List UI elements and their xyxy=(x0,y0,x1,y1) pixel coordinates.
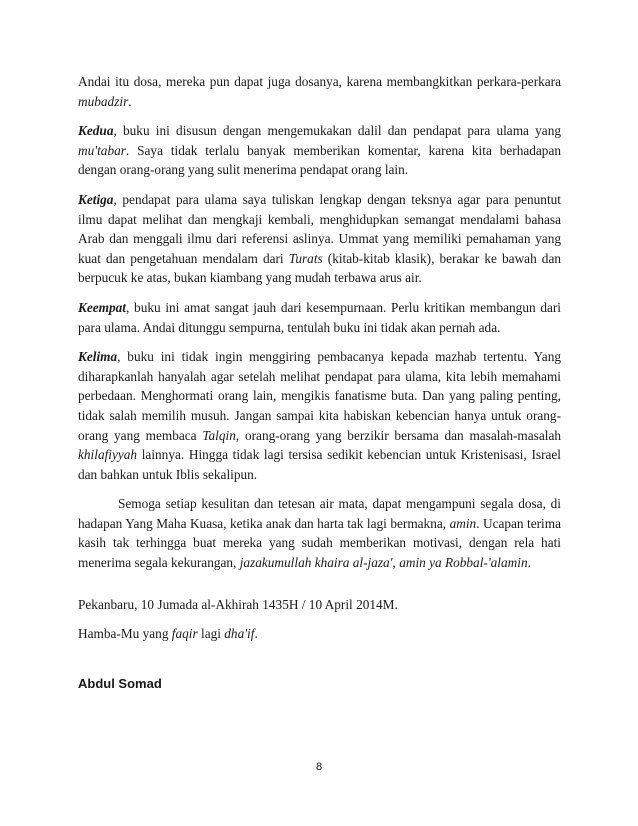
text-run: . xyxy=(527,555,531,571)
bold-italic-heading: Kelima xyxy=(78,349,118,365)
text-run: , buku ini disusun dengan mengemukakan dalil dan pendapat para ulama yang xyxy=(113,123,561,139)
text-run: , orang-orang yang berzikir bersama dan masalah-masalah xyxy=(235,427,561,443)
text-run: lagi xyxy=(197,626,225,642)
italic-term: mu'tabar xyxy=(78,142,126,158)
text-run: . xyxy=(254,626,258,642)
text-run: Hamba-Mu yang xyxy=(78,626,172,642)
paragraph-kelima xyxy=(78,347,561,484)
paragraph-intro-end xyxy=(78,72,561,111)
bold-italic-heading: Kedua xyxy=(78,123,114,139)
italic-term: mubadzir xyxy=(78,93,129,109)
text-run: , pendapat para ulama saya tuliskan lengkap dengan teksnya agar para penuntut ilmu dapat melihat dan mengkaji kembali, menghidupkan semangat mendalami bahasa Arab dan menggali ilmu dari referensi aslinya. Ummat yang memiliki pemahaman yang kuat dan pengetahuan mendalam dari xyxy=(78,191,561,266)
italic-term: Turats xyxy=(288,250,323,266)
italic-term: faqir xyxy=(171,626,198,642)
text-run: Andai itu dosa, mereka pun dapat juga dosanya, karena membangkitkan perkara-perkara xyxy=(78,74,561,89)
text-run: , buku ini tidak ingin menggiring pembacanya kepada mazhab tertentu. Yang diharapkanlah hanyalah agar setelah melihat pendapat para ulama, kita lebih memahami perbedaan. Menghormati orang lain, mengikis fanatisme buta. Dan yang paling penting, tidak salah memilih musuh. Jangan sampai kita habiskan kebencian hanya untuk orang-orang yang membaca xyxy=(78,349,561,443)
bold-italic-heading: Ketiga xyxy=(78,191,114,207)
paragraph-keempat xyxy=(78,298,561,337)
text-run: lainnya. Hingga tidak lagi tersisa sedikit kebencian untuk Kristenisasi, Israel dan bahkan untuk Iblis sekalipun. xyxy=(78,447,561,482)
text-run: , buku ini amat sangat jauh dari kesempurnaan. Perlu kritikan membangun dari para ulama. Andai ditunggu sempurna, tentulah buku ini tidak akan pernah ada. xyxy=(78,299,561,335)
page-number: 8 xyxy=(315,761,323,773)
body-paragraphs xyxy=(78,72,561,573)
italic-term: jazakumullah khaira al-jaza' xyxy=(239,555,393,571)
text-run: Semoga setiap kesulitan dan tetesan air mata, dapat mengampuni segala dosa, di hadapan Yang Maha Kuasa, ketika anak dan harta tak lagi bermakna, xyxy=(78,496,561,531)
closing-line xyxy=(78,624,561,644)
document-body xyxy=(78,72,561,706)
italic-term: amin ya Robbal-'alamin xyxy=(399,555,528,571)
text-run: . Ucapan terima kasih tak terhingga buat mereka yang sudah memberikan motivasi, dengan rela hati menerima segala kekurangan, xyxy=(78,515,562,571)
text-run: , xyxy=(392,555,400,571)
place-date-line: Pekanbaru, 10 Jumada al-Akhirah 1435H / 10 April 2014M. xyxy=(78,596,398,612)
text-run: . Saya tidak terlalu banyak memberikan komentar, karena kita berhadapan dengan orang-orang yang sulit menerima pendapat orang lain. xyxy=(78,142,561,178)
paragraph-kedua xyxy=(78,121,561,180)
italic-term: amin xyxy=(449,515,477,531)
text-run: . xyxy=(128,93,132,109)
bold-italic-heading: Keempat xyxy=(78,299,127,315)
italic-term: khilafiyyah xyxy=(78,447,138,463)
paragraph-closing xyxy=(78,494,561,572)
paragraph-ketiga xyxy=(78,190,561,288)
italic-term: Talqin xyxy=(202,427,236,443)
text-run: (kitab-kitab klasik), berakar ke bawah dan berpucuk ke atas, bukan kiambang yang mudah terbawa arus air. xyxy=(78,250,561,286)
author-signature: Abdul Somad xyxy=(78,675,162,691)
italic-term: dha'if xyxy=(224,626,255,642)
